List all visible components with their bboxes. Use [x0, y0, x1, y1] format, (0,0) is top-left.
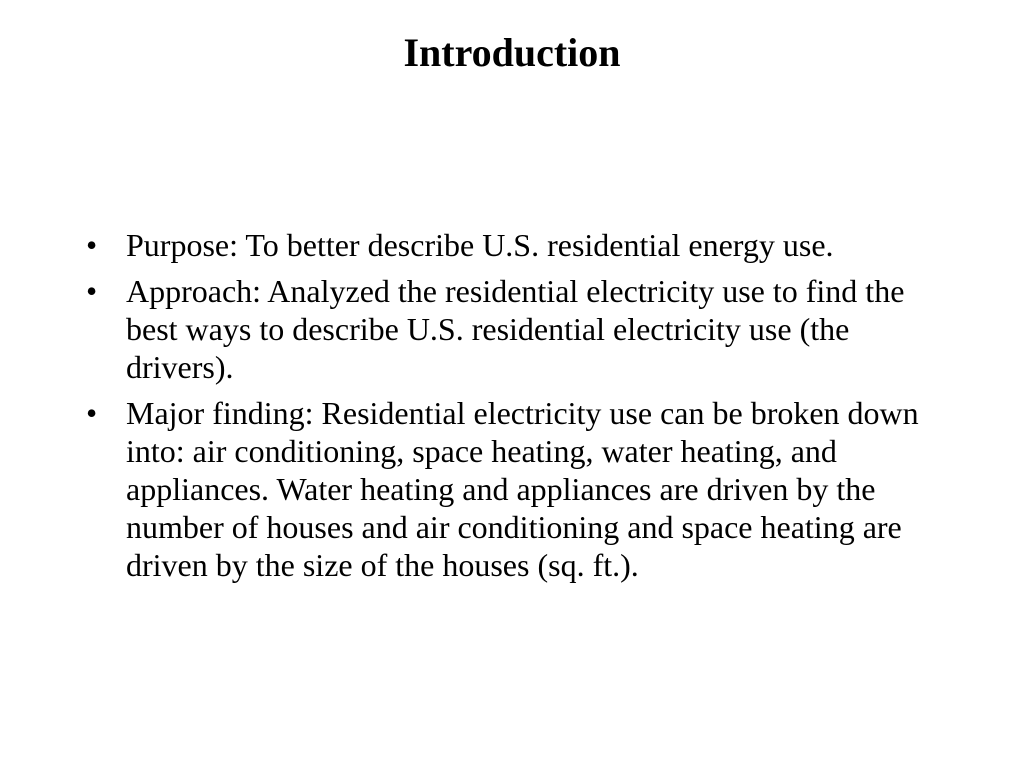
- bullet-item-purpose: [86, 226, 946, 264]
- bullet-text: Purpose: To better describe U.S. residential energy use.: [126, 227, 834, 263]
- bullet-marker: •: [86, 227, 98, 263]
- bullet-text: Approach: Analyzed the residential electricity use to find the best ways to describe U.S. residential electricity use (the drivers).: [126, 273, 905, 385]
- slide-title: Introduction: [403, 30, 621, 75]
- bullet-text: Major finding: Residential electricity use can be broken down into: air conditioning, space heating, water heating, and appliances. Water heating and appliances are driven by the number of houses and air conditioning and space heating are driven by the size of the houses (sq. ft.).: [126, 395, 919, 583]
- bullet-item-major-finding: [86, 394, 946, 584]
- bullet-item-approach: [86, 272, 946, 386]
- bullet-marker: •: [86, 273, 98, 309]
- bullet-marker: •: [86, 395, 98, 431]
- bullet-list: [86, 226, 946, 592]
